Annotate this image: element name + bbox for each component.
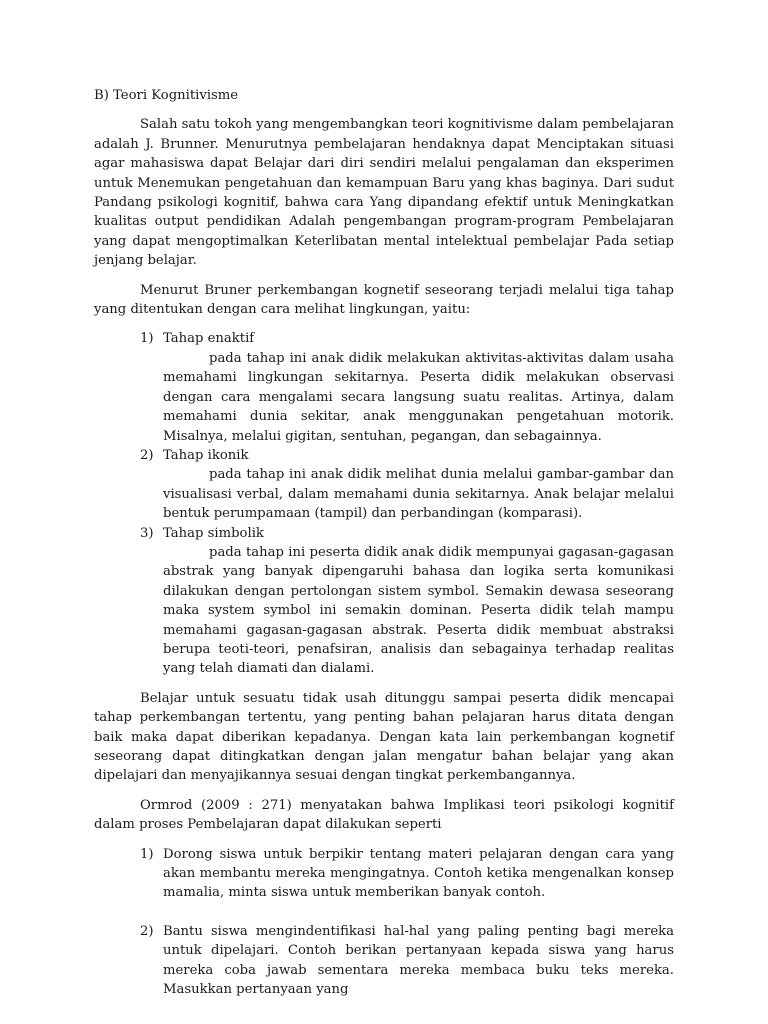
implication-text: Dorong siswa untuk berpikir tentang materi pelajaran dengan cara yang akan membantu mereka mengingatnya. Contoh ketika mengenalkan konsep mamalia, minta siswa untuk memberikan banyak contoh. <box>163 846 674 901</box>
stage-description: pada tahap ini peserta didik anak didik mempunyai gagasan-gagasan abstrak yang banyak dipengaruhi bahasa dan logika serta komunikasi dilakukan dengan pertolongan sistem symbol. Semakin dewasa seseorang maka system symbol ini semakin dominan. Peserta didik telah mampu memahami gagasan-gagasan abstrak. Peserta didik membuat abstraksi berupa teoti-teori, penafsiran, analisis dan sebagainya terhadap realitas yang telah diamati dan dialami. <box>163 544 674 677</box>
stage-title: Tahap simbolik <box>163 525 264 541</box>
stage-title: Tahap ikonik <box>163 447 249 463</box>
stage-description: pada tahap ini anak didik melihat dunia melalui gambar-gambar dan visualisasi verbal, dalam memahami dunia sekitarnya. Anak belajar melalui bentuk perumpamaan (tampil) dan perbandingan (komparasi). <box>163 467 674 522</box>
section-heading: B) Teori Kognitivisme <box>94 88 239 103</box>
list-item <box>94 845 674 903</box>
paragraph-bruner: Menurut Bruner perkembangan kognetif seseorang terjadi melalui tiga tahap yang ditentukan dengan cara melihat lingkungan, yaitu: <box>94 282 674 318</box>
stage-description: pada tahap ini anak didik melakukan aktivitas-aktivitas dalam usaha memahami lingkungan sekitarnya. Peserta didik melakukan observasi dengan cara mengalami secara langsung suatu realitas. Artinya, dalam memahami dunia sekitar, anak menggunakan pengetahuan motorik. Misalnya, melalui gigitan, sentuhan, pegangan, dan sebagainnya. <box>163 350 674 444</box>
list-number: 3) <box>140 525 154 541</box>
list-number: 2) <box>140 447 154 463</box>
paragraph-learning: Belajar untuk sesuatu tidak usah ditunggu sampai peserta didik mencapai tahap perkembangan tertentu, yang penting bahan pelajaran harus ditata dengan baik maka dapat diberikan kepadanya. Dengan kata lain perkembangan kognetif seseorang dapat ditingkatkan dengan jalan mengatur bahan belajar yang akan dipelajari dan menyajikannya sesuai dengan tingkat perkembangannya. <box>94 690 674 784</box>
list-item <box>94 524 674 679</box>
list-number: 1) <box>140 846 154 862</box>
implication-text: Bantu siswa mengindentifikasi hal-hal yang paling penting bagi mereka untuk dipelajari. Contoh berikan pertanyaan kepada siswa yang harus mereka coba jawab sementara mereka membaca buku teks mereka. Masukkan pertanyaan yang <box>163 923 674 998</box>
paragraph-ormrod: Ormrod (2009 : 271) menyatakan bahwa Implikasi teori psikologi kognitif dalam proses Pembelajaran dapat dilakukan seperti <box>94 797 674 833</box>
list-number: 1) <box>140 331 154 347</box>
list-number: 2) <box>140 923 154 939</box>
stage-title: Tahap enaktif <box>163 331 255 347</box>
list-item <box>94 446 674 524</box>
list-item <box>94 329 674 445</box>
paragraph-intro: Salah satu tokoh yang mengembangkan teori kognitivisme dalam pembelajaran adalah J. Brunner. Menurutnya pembelajaran hendaknya dapat Menciptakan situasi agar mahasiswa dapat Belajar dari diri sendiri melalui pengalaman dan eksperimen untuk Menemukan pengetahuan dan kemampuan Baru yang khas baginya. Dari sudut Pandang psikologi kognitif, bahwa cara Yang dipandang efektif untuk Meningkatkan kualitas output pendidikan Adalah pengembangan program-program Pembelajaran yang dapat mengoptimalkan Keterlibatan mental intelektual pembelajar Pada setiap jenjang belajar. <box>94 117 674 269</box>
stage-list <box>94 329 674 678</box>
list-item <box>94 922 674 1000</box>
document-page <box>94 86 674 999</box>
implication-list <box>94 845 674 1000</box>
